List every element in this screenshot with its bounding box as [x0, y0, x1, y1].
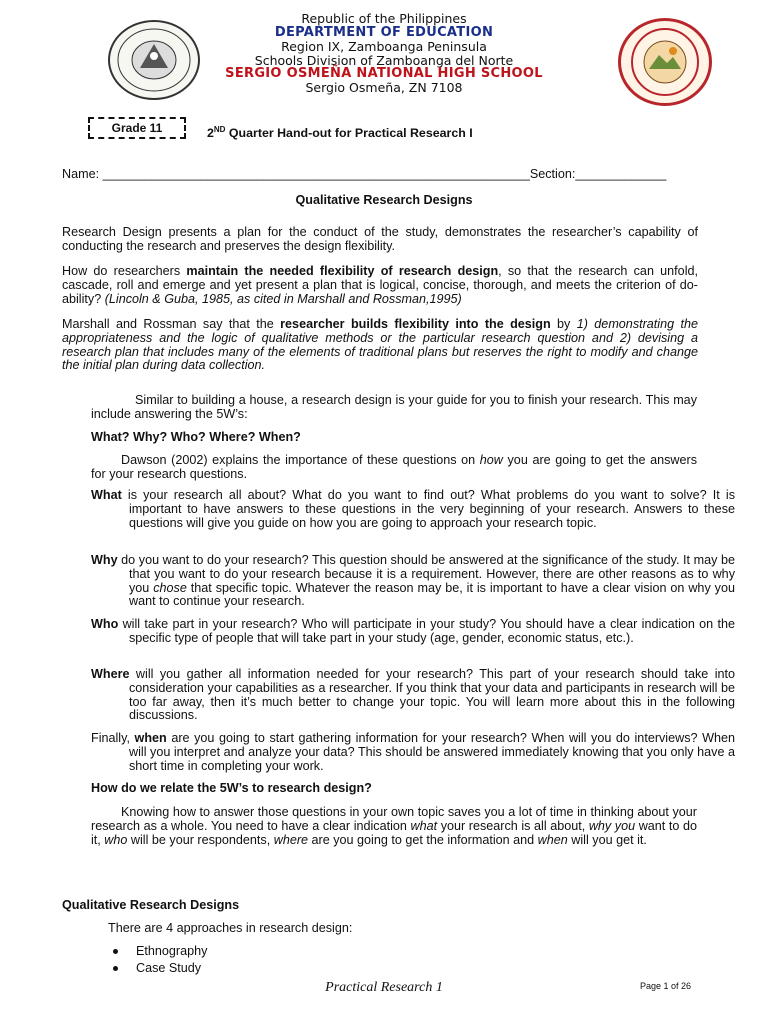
- paragraph-research-design: Research Design presents a plan for the conduct of the study, demonstrates the researcher’s capability of conducting the research and preserves the design flexibility.: [62, 225, 698, 253]
- handout-title: 2ND Quarter Hand-out for Practical Research I: [207, 125, 473, 140]
- header-region: Region IX, Zamboanga Peninsula: [281, 39, 487, 54]
- heading-5w-questions: What? Why? Who? Where? When?: [91, 430, 301, 444]
- header-school: SERGIO OSMEÑA NATIONAL HIGH SCHOOL: [225, 66, 543, 81]
- paragraph-who: Who will take part in your research? Who will participate in your study? You should have a clear indication on the specific type of people that will take part in your study (age, gender, economic status, etc.).: [91, 617, 735, 645]
- name-section-line: Name: _____________________________________________________________Section:_____________: [62, 167, 667, 181]
- header-department: DEPARTMENT OF EDUCATION: [274, 25, 494, 40]
- paragraph-why: Why do you want to do your research? This question should be answered at the significance of the study. It may be that you want to do your research because it is a requirement. However, there are other reasons as to why you chose that specific topic. Whatever the reason may be, it is important to have a clear vision on why you want to continue your research.: [91, 553, 735, 609]
- paragraph-building-house: Similar to building a house, a research design is your guide for you to finish your research. This may include answering the 5W’s:: [91, 393, 697, 421]
- approaches-list: [110, 943, 207, 976]
- header-address: Sergio Osmeña, ZN 7108: [305, 80, 463, 95]
- paragraph-knowing: Knowing how to answer those questions in your own topic saves you a lot of time in thinking about your research as a whole. You need to have a clear indication what your research is all about, why you want to do it, who will be your respondents, where are you going to get the information and when will you get it.: [91, 805, 697, 847]
- document-title: Qualitative Research Designs: [295, 193, 473, 207]
- paragraph-marshall-rossman: Marshall and Rossman say that the researcher builds flexibility into the design by 1) demonstrating the appropriateness and the logic of qualitative methods or the particular research question and 2) devising a research plan that includes many of the elements of traditional plans but reserves the right to modify and change the initial plan during data collection.: [62, 317, 698, 373]
- paragraph-flexibility: How do researchers maintain the needed flexibility of research design, so that the research can unfold, cascade, roll and emerge and yet present a plan that is logical, concise, thorough, and meets the criterion of do-ability? (Lincoln & Guba, 1985, as cited in Marshall and Rossman,1995): [62, 264, 698, 306]
- approaches-intro: There are 4 approaches in research design:: [108, 921, 353, 935]
- paragraph-when: Finally, when are you going to start gathering information for your research? When will you do interviews? When will you interpret and analyze your data? This should be answered immediately knowing that you only have a short time in completing your work.: [91, 731, 735, 773]
- footer-title: Practical Research 1: [325, 980, 443, 995]
- header-division: Schools Division of Zamboanga del Norte: [254, 53, 514, 68]
- list-item: Ethnography: [110, 943, 207, 960]
- paragraph-dawson: Dawson (2002) explains the importance of these questions on how you are going to get the answers for your research questions.: [91, 453, 697, 481]
- header-republic: Republic of the Philippines: [301, 11, 467, 26]
- section-qualitative-designs: Qualitative Research Designs: [62, 898, 240, 912]
- grade-label: Grade 11: [88, 117, 186, 139]
- paragraph-what: What is your research all about? What do you want to find out? What problems do you want to solve? It is important to have answers to these questions in the very beginning of your research. Answers to these questions will give you guide on how you are going to approach your research topic.: [91, 488, 735, 530]
- list-item: Case Study: [110, 960, 207, 977]
- paragraph-where: Where will you gather all information needed for your research? This part of your research should take into consideration your capabilities as a researcher. If you think that your data and participants in research will be too far away, then it’s much better to change your topic. You will learn more about this in the following discussions.: [91, 667, 735, 723]
- heading-relate-5w: How do we relate the 5W’s to research design?: [91, 781, 372, 795]
- footer-page-number: Page 1 of 26: [640, 981, 692, 991]
